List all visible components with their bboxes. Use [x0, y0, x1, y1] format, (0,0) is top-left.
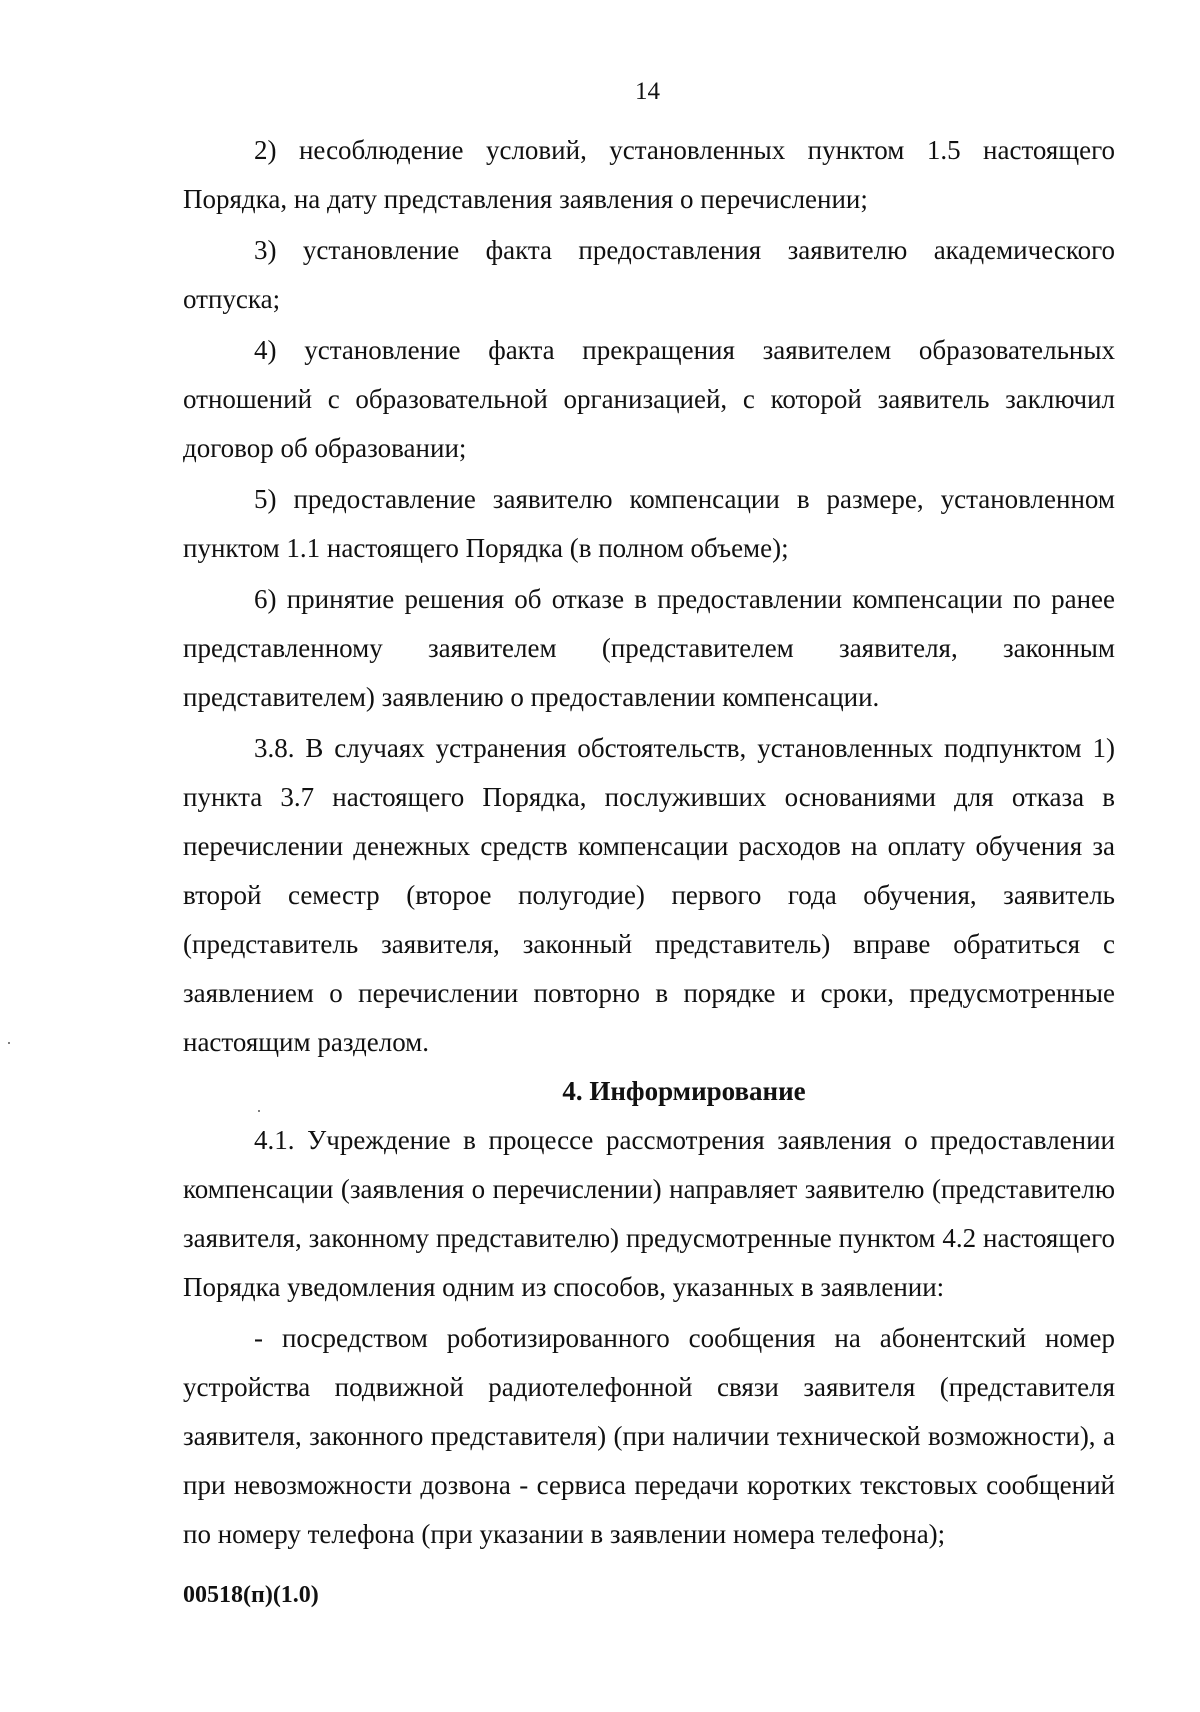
- document-code: 00518(п)(1.0): [183, 1582, 319, 1608]
- section-heading: 4. Информирование: [562, 1076, 806, 1106]
- paragraph-item-6: 6) принятие решения об отказе в предоставлении компенсации по ранее представленному заявителем (представителем заявителя, законным представителем) заявлению о предоставлении компенсации.: [183, 584, 1115, 712]
- page-number: 14: [635, 78, 660, 105]
- paragraph-notification-method: - посредством роботизированного сообщения на абонентский номер устройства подвижной радиотелефонной связи заявителя (представителя заявителя, законного представителя) (при наличии технической возможности), а при невозможности дозвона - сервиса передачи коротких текстовых сообщений по номеру телефона (при указании в заявлении номера телефона);: [183, 1323, 1115, 1549]
- document-body: [183, 126, 1115, 1559]
- paragraph-item-2: 2) несоблюдение условий, установленных пунктом 1.5 настоящего Порядка, на дату представления заявления о перечислении;: [183, 135, 1115, 214]
- paragraph-3-8: 3.8. В случаях устранения обстоятельств, установленных подпунктом 1) пункта 3.7 настоящего Порядка, послуживших основаниями для отказа в перечислении денежных средств компенсации расходов на оплату обучения за второй семестр (второе полугодие) первого года обучения, заявитель (представитель заявителя, законный представитель) вправе обратиться с заявлением о перечислении повторно в порядке и сроки, предусмотренные настоящим разделом.: [183, 733, 1115, 1057]
- paragraph-item-3: 3) установление факта предоставления заявителю академического отпуска;: [183, 235, 1115, 314]
- scan-speck: [258, 1110, 260, 1112]
- paragraph-item-5: 5) предоставление заявителю компенсации в размере, установленном пунктом 1.1 настоящего Порядка (в полном объеме);: [183, 484, 1115, 563]
- paragraph-4-1: 4.1. Учреждение в процессе рассмотрения заявления о предоставлении компенсации (заявления о перечислении) направляет заявителю (представителю заявителя, законному представителю) предусмотренные пунктом 4.2 настоящего Порядка уведомления одним из способов, указанных в заявлении:: [183, 1125, 1115, 1302]
- paragraph-item-4: 4) установление факта прекращения заявителем образовательных отношений с образовательной организацией, с которой заявитель заключил договор об образовании;: [183, 335, 1115, 463]
- scan-speck: [8, 1042, 10, 1044]
